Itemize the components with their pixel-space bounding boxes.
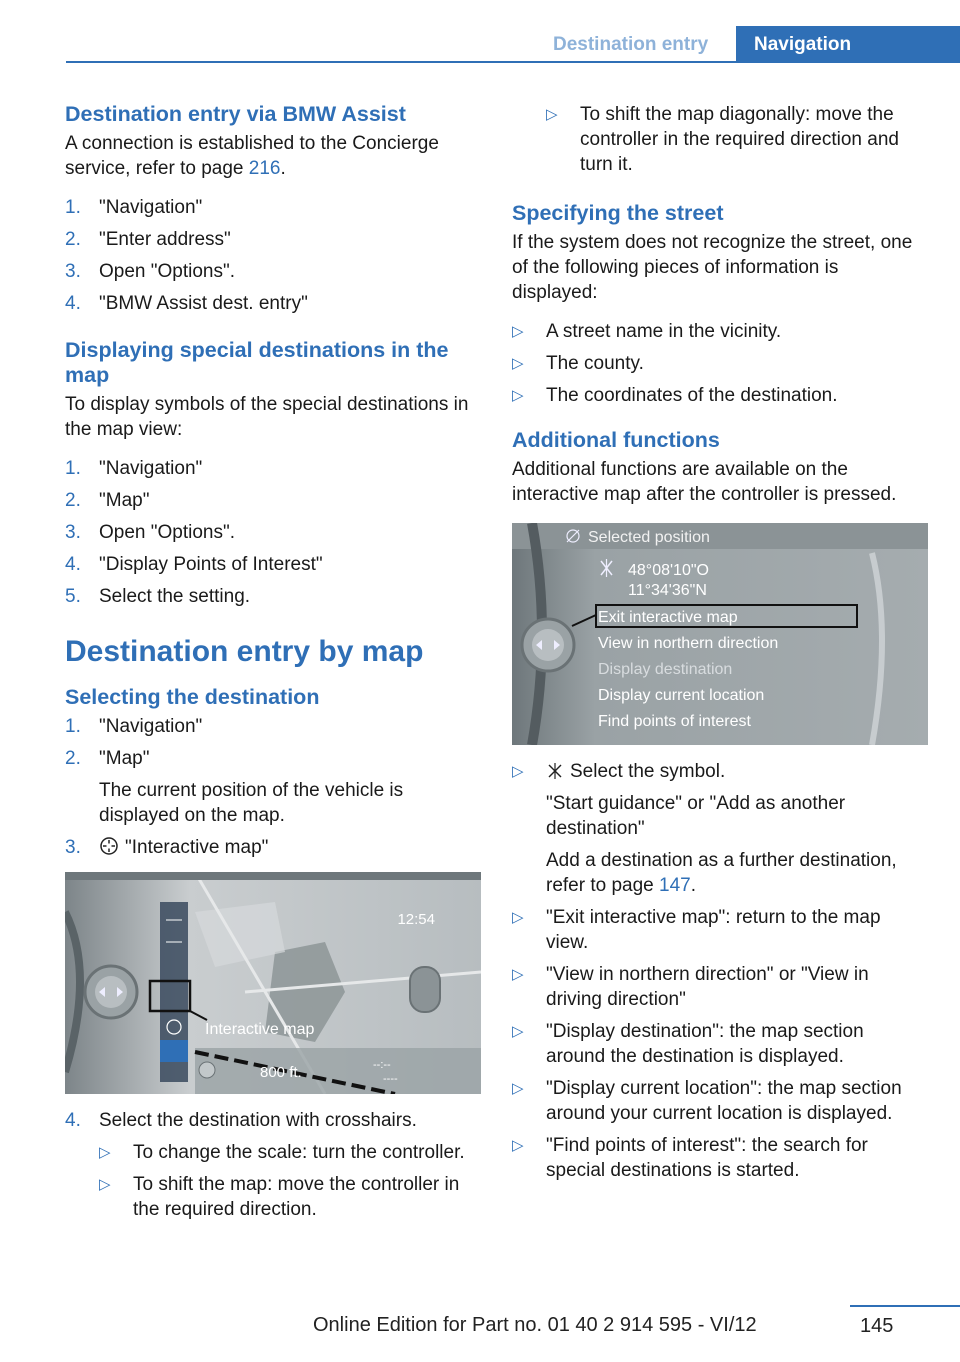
heading-additional-functions: Additional functions: [512, 428, 720, 452]
list-item: ▷ "Display destination": the map section around the destination is displayed.: [512, 1021, 864, 1067]
header-section: Destination entry: [553, 34, 709, 55]
menu-coord-2: 11°34'36"N: [628, 582, 707, 599]
list-item: ▷ To shift the map: move the controller in the required direction.: [99, 1174, 460, 1220]
assist-period: .: [280, 158, 286, 179]
menu-item-north[interactable]: View in northern direction: [598, 635, 779, 652]
selected-position-screenshot: [512, 523, 928, 745]
menu-item-destination[interactable]: Display destination: [598, 661, 733, 678]
list-item: 2. "Enter address": [65, 229, 231, 250]
select-steps: [65, 714, 481, 860]
page-link-216[interactable]: 216: [248, 158, 281, 179]
list-item: 3. "Interactive map": [65, 837, 269, 858]
street-paragraph: If the system does not recognize the street, one of the following pieces of information is displayed:: [512, 232, 913, 303]
map-time: 12:54: [397, 911, 435, 928]
right-top-bullets: [512, 102, 928, 177]
list-item: ▷ "Exit interactive map": return to the map view.: [512, 907, 881, 953]
list-item: 4. "BMW Assist dest. entry": [65, 293, 308, 314]
list-item: ▷ "Find points of interest": the search for special destinations is started.: [512, 1135, 868, 1181]
list-item: ▷ "View in northern direction" or "View in driving direction": [512, 964, 869, 1010]
heading-bmw-assist: Destination entry via BMW Assist: [65, 102, 406, 126]
footer-line: [850, 1305, 960, 1307]
assist-steps: [65, 195, 481, 316]
list-item: 5. Select the setting.: [65, 586, 251, 607]
list-item: ▷ To change the scale: turn the controller.: [99, 1142, 465, 1163]
heading-specifying-street: Specifying the street: [512, 201, 724, 225]
list-item: ▷ To shift the map diagonally: move the controller in the required direction and turn it.: [546, 104, 899, 175]
heading-destination-by-map: Destination entry by map: [65, 635, 424, 668]
heading-selecting-destination: Selecting the destination: [65, 685, 320, 709]
menu-item-exit[interactable]: Exit interactive map: [598, 609, 738, 626]
list-item: 1. "Navigation": [65, 197, 203, 218]
list-item: 1. "Navigation": [65, 458, 203, 479]
assist-text: A connection is established to the Concierge service, refer to page: [65, 133, 439, 179]
list-item: 4. Select the destination with crosshairs. ▷ To change the scale: turn the controller. ▷ To shift the map: move the controller in the required direction.: [65, 1108, 481, 1222]
map-scale: 800 ft.: [260, 1064, 302, 1081]
step4-bullets: [99, 1140, 481, 1222]
select-steps-continued: [65, 1108, 481, 1222]
page-number: 145: [860, 1315, 894, 1337]
destination-flag-icon: [546, 762, 564, 780]
list-item: ▷ A street name in the vicinity.: [512, 321, 782, 342]
list-item: ▷ "Display current location": the map section around your current location is displayed.: [512, 1078, 902, 1124]
left-column: [65, 102, 481, 1229]
right-column: [512, 102, 928, 1190]
special-steps: [65, 456, 481, 609]
edition-note: Online Edition for Part no. 01 40 2 914 595 - VI/12: [313, 1314, 757, 1336]
assist-paragraph: [65, 131, 481, 181]
list-item: 2. "Map" The current position of the vehicle is displayed on the map.: [65, 748, 404, 826]
crosshair-icon: [99, 836, 119, 856]
menu-coord-1: 48°08'10"O: [628, 562, 709, 579]
special-paragraph: To display symbols of the special destinations in the map view:: [65, 394, 469, 440]
menu-item-current-location[interactable]: Display current location: [598, 687, 765, 704]
menu-title: Selected position: [588, 529, 710, 546]
interactive-map-screenshot: [65, 872, 481, 1094]
additional-paragraph: Additional functions are available on the interactive map after the controller is pressed.: [512, 459, 897, 505]
list-item: 1. "Navigation": [65, 716, 203, 737]
list-item: ▷ The coordinates of the destination.: [512, 385, 838, 406]
header-tab: [736, 26, 960, 62]
list-item: 3. Open "Options".: [65, 522, 236, 543]
menu-item-poi[interactable]: Find points of interest: [598, 713, 751, 730]
street-bullets: [512, 319, 928, 408]
list-item: 4. "Display Points of Interest": [65, 554, 323, 575]
map-label: Interactive map: [205, 1021, 315, 1038]
list-item: ▷ Select the symbol. "Start guidance" or "Add as another destination" Add a destination as a further destination, refer to page 147.: [512, 761, 897, 896]
map-nav-placeholder-2: ----: [383, 1073, 398, 1085]
header-tab-label: Navigation: [754, 34, 852, 55]
map-nav-placeholder-1: --:--: [373, 1059, 391, 1071]
heading-special-destinations: Displaying special destinations in the map: [65, 338, 449, 387]
page-link-147[interactable]: 147: [659, 875, 691, 896]
list-item: ▷ The county.: [512, 353, 644, 374]
list-item: 3. Open "Options".: [65, 261, 236, 282]
function-bullets: [512, 759, 928, 1183]
list-item: 2. "Map": [65, 490, 150, 511]
